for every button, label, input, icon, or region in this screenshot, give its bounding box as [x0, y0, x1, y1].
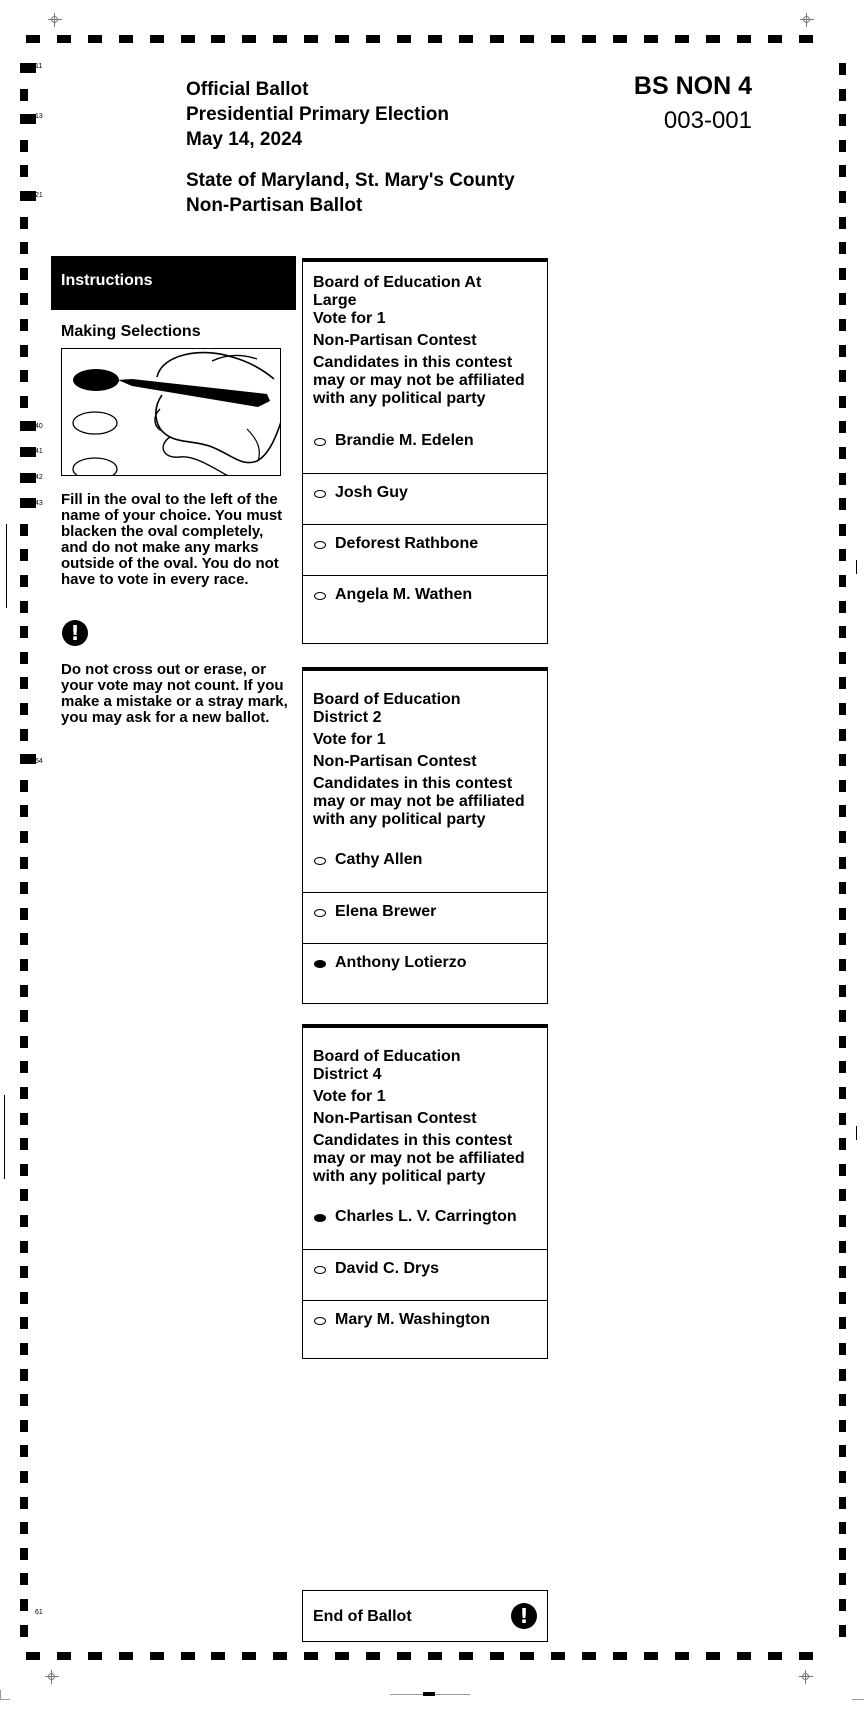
- timing-mark-top: [490, 35, 504, 43]
- timing-mark-top: [335, 35, 349, 43]
- timing-mark-left: [20, 1343, 28, 1355]
- timing-mark-right: [839, 1625, 846, 1637]
- row-number: 13: [35, 113, 43, 120]
- candidate-option[interactable]: [303, 1249, 547, 1300]
- selection-oval[interactable]: [314, 1266, 326, 1274]
- contest-board-education-district-4: [302, 1024, 548, 1359]
- timing-mark-left: [20, 857, 28, 869]
- timing-mark-left: [20, 908, 28, 920]
- timing-mark-right: [839, 933, 846, 945]
- selection-oval-filled[interactable]: [314, 960, 326, 968]
- timing-mark-left: [20, 1036, 28, 1048]
- candidate-name: Brandie M. Edelen: [335, 432, 474, 449]
- selection-oval[interactable]: [314, 541, 326, 549]
- timing-mark-left: [20, 1625, 28, 1637]
- bottom-center-mark: [423, 1692, 435, 1696]
- timing-mark-left: [20, 1164, 28, 1176]
- timing-mark-left: [20, 805, 28, 817]
- timing-mark-right: [839, 1394, 846, 1406]
- candidate-option[interactable]: [303, 575, 547, 626]
- timing-mark-left: [20, 1087, 28, 1099]
- election-name: Presidential Primary Election: [186, 104, 449, 125]
- row-number: 61: [35, 1609, 43, 1616]
- timing-mark-left: [20, 242, 28, 254]
- timing-mark-left: [20, 165, 28, 177]
- timing-mark-right: [839, 703, 846, 715]
- timing-mark-left: [20, 677, 28, 689]
- timing-mark-top: [242, 35, 256, 43]
- candidate-option[interactable]: [303, 841, 547, 892]
- row-number: 11: [35, 63, 43, 70]
- corner-tick: [852, 1699, 864, 1700]
- timing-mark-right: [839, 524, 846, 536]
- timing-mark-left: [20, 114, 36, 124]
- timing-mark-right: [839, 63, 846, 75]
- timing-mark-top: [582, 35, 596, 43]
- timing-mark-right: [839, 677, 846, 689]
- timing-mark-left: [20, 473, 36, 483]
- timing-mark-left: [20, 1573, 28, 1585]
- timing-mark-bottom: [366, 1652, 380, 1660]
- timing-mark-left: [20, 1189, 28, 1201]
- timing-mark-right: [839, 1369, 846, 1381]
- side-tick: [6, 524, 7, 608]
- ballot-jurisdiction: [186, 168, 515, 218]
- selection-oval[interactable]: [314, 592, 326, 600]
- timing-mark-bottom: [644, 1652, 658, 1660]
- timing-mark-bottom: [273, 1652, 287, 1660]
- timing-mark-right: [839, 447, 846, 459]
- timing-mark-bottom: [304, 1652, 318, 1660]
- timing-mark-bottom: [459, 1652, 473, 1660]
- timing-mark-left: [20, 293, 28, 305]
- timing-mark-top: [520, 35, 534, 43]
- row-number: 54: [35, 758, 43, 765]
- candidate-name: Elena Brewer: [335, 903, 437, 920]
- timing-mark-left: [20, 1061, 28, 1073]
- side-tick: [4, 1095, 5, 1179]
- timing-mark-right: [839, 1138, 846, 1150]
- timing-mark-left: [20, 1548, 28, 1560]
- candidate-option[interactable]: [303, 1198, 547, 1249]
- end-of-ballot-box: [302, 1590, 548, 1642]
- timing-mark-right: [839, 831, 846, 843]
- timing-mark-left: [20, 1317, 28, 1329]
- jurisdiction-name: State of Maryland, St. Mary's County: [186, 170, 515, 191]
- timing-mark-left: [20, 370, 28, 382]
- registration-mark-bottom-left: [45, 1670, 59, 1684]
- timing-mark-bottom: [181, 1652, 195, 1660]
- timing-mark-right: [839, 1215, 846, 1227]
- timing-mark-bottom: [335, 1652, 349, 1660]
- contest-title: District 2: [313, 709, 382, 726]
- timing-mark-left: [20, 498, 36, 508]
- timing-mark-right: [839, 985, 846, 997]
- row-number: 42: [35, 474, 43, 481]
- row-number: 41: [35, 448, 43, 455]
- timing-mark-right: [839, 882, 846, 894]
- timing-mark-right: [839, 268, 846, 280]
- timing-mark-left: [20, 1420, 28, 1432]
- timing-mark-right: [839, 1343, 846, 1355]
- timing-mark-bottom: [675, 1652, 689, 1660]
- timing-mark-bottom: [242, 1652, 256, 1660]
- timing-mark-right: [839, 652, 846, 664]
- timing-mark-right: [839, 191, 846, 203]
- timing-mark-left: [20, 1138, 28, 1150]
- timing-mark-top: [150, 35, 164, 43]
- timing-mark-bottom: [211, 1652, 225, 1660]
- timing-mark-top: [799, 35, 813, 43]
- timing-mark-left: [20, 319, 28, 331]
- candidate-option[interactable]: [303, 892, 547, 943]
- timing-mark-top: [737, 35, 751, 43]
- registration-mark-top-right: [800, 13, 814, 27]
- timing-mark-right: [839, 473, 846, 485]
- timing-mark-right: [839, 754, 846, 766]
- timing-mark-right: [839, 421, 846, 433]
- timing-mark-right: [839, 729, 846, 741]
- timing-mark-right: [839, 805, 846, 817]
- timing-mark-bottom: [490, 1652, 504, 1660]
- timing-mark-right: [839, 1010, 846, 1022]
- timing-mark-right: [839, 498, 846, 510]
- contest-header: [303, 671, 547, 839]
- timing-mark-right: [839, 1292, 846, 1304]
- contest-title: Board of Education: [313, 691, 461, 708]
- selection-oval[interactable]: [314, 490, 326, 498]
- candidate-name: Anthony Lotierzo: [335, 954, 467, 971]
- timing-mark-right: [839, 1061, 846, 1073]
- timing-mark-top: [88, 35, 102, 43]
- timing-mark-top: [273, 35, 287, 43]
- timing-mark-right: [839, 626, 846, 638]
- exclamation-icon: !: [62, 620, 88, 646]
- contest-type-label: Non-Partisan Contest: [313, 1110, 477, 1127]
- timing-mark-right: [839, 89, 846, 101]
- contest-board-education-at-large: [302, 258, 548, 644]
- timing-mark-right: [839, 1599, 846, 1611]
- timing-mark-left: [20, 217, 28, 229]
- timing-mark-right: [839, 114, 846, 126]
- timing-mark-top: [459, 35, 473, 43]
- contest-type-label: Non-Partisan Contest: [313, 332, 477, 349]
- timing-mark-bottom: [520, 1652, 534, 1660]
- timing-mark-right: [839, 1164, 846, 1176]
- timing-mark-right: [839, 601, 846, 613]
- timing-mark-right: [839, 1241, 846, 1253]
- timing-mark-bottom: [88, 1652, 102, 1660]
- contest-title: Board of Education: [313, 1048, 461, 1065]
- candidate-name: Mary M. Washington: [335, 1311, 490, 1328]
- candidate-name: David C. Drys: [335, 1260, 440, 1277]
- timing-mark-left: [20, 1215, 28, 1227]
- ballot-header: [186, 77, 449, 152]
- timing-mark-left: [20, 191, 36, 201]
- timing-mark-right: [839, 242, 846, 254]
- end-of-ballot-label: End of Ballot: [313, 1608, 412, 1625]
- fill-instructions: Fill in the oval to the left of the name of your choice. You must blacken the oval completely, and do not make any marks outside of the oval. You do not have to vote in every race.: [61, 491, 283, 588]
- timing-mark-top: [644, 35, 658, 43]
- timing-mark-right: [839, 345, 846, 357]
- timing-mark-left: [20, 729, 28, 741]
- timing-mark-bottom: [799, 1652, 813, 1660]
- contest-note: Candidates in this contest may or may not be affiliated with any political party: [313, 1132, 525, 1185]
- timing-mark-top: [57, 35, 71, 43]
- corner-tick: [0, 1699, 10, 1700]
- timing-mark-right: [839, 780, 846, 792]
- timing-mark-bottom: [26, 1652, 40, 1660]
- ballot-title: Official Ballot: [186, 79, 309, 100]
- selection-oval[interactable]: [314, 438, 326, 446]
- side-tick: [856, 1126, 857, 1140]
- contest-note: Candidates in this contest may or may not be affiliated with any political party: [313, 775, 525, 828]
- timing-mark-left: [20, 1241, 28, 1253]
- timing-mark-left: [20, 626, 28, 638]
- timing-mark-bottom: [551, 1652, 565, 1660]
- marking-illustration: [61, 348, 281, 476]
- timing-mark-right: [839, 396, 846, 408]
- vote-for-label: Vote for 1: [313, 1088, 386, 1105]
- instructions-subheading: Making Selections: [61, 323, 201, 340]
- timing-mark-left: [20, 63, 36, 73]
- vote-for-label: Vote for 1: [313, 731, 386, 748]
- timing-mark-top: [26, 35, 40, 43]
- timing-mark-right: [839, 857, 846, 869]
- timing-mark-top: [768, 35, 782, 43]
- row-number: 21: [35, 192, 43, 199]
- timing-mark-left: [20, 268, 28, 280]
- timing-mark-right: [839, 1471, 846, 1483]
- timing-mark-bottom: [119, 1652, 133, 1660]
- timing-mark-top: [119, 35, 133, 43]
- timing-mark-right: [839, 959, 846, 971]
- timing-mark-left: [20, 1522, 28, 1534]
- timing-mark-left: [20, 1394, 28, 1406]
- timing-mark-top: [428, 35, 442, 43]
- timing-mark-right: [839, 1420, 846, 1432]
- registration-mark-bottom-right: [799, 1670, 813, 1684]
- timing-mark-right: [839, 1497, 846, 1509]
- timing-mark-right: [839, 908, 846, 920]
- selection-oval-filled[interactable]: [314, 1214, 326, 1222]
- timing-mark-top: [397, 35, 411, 43]
- timing-mark-left: [20, 780, 28, 792]
- timing-mark-left: [20, 396, 28, 408]
- timing-mark-right: [839, 1522, 846, 1534]
- timing-mark-left: [20, 959, 28, 971]
- timing-mark-left: [20, 1113, 28, 1125]
- candidate-option[interactable]: [303, 943, 547, 994]
- timing-mark-left: [20, 601, 28, 613]
- contest-title: District 4: [313, 1066, 382, 1083]
- registration-mark-top-left: [48, 13, 62, 27]
- timing-mark-left: [20, 447, 36, 457]
- timing-mark-right: [839, 140, 846, 152]
- hand-marking-oval-icon: [62, 349, 281, 476]
- timing-mark-right: [839, 370, 846, 382]
- timing-mark-left: [20, 575, 28, 587]
- timing-mark-top: [551, 35, 565, 43]
- timing-mark-left: [20, 1497, 28, 1509]
- timing-mark-right: [839, 1036, 846, 1048]
- timing-mark-left: [20, 933, 28, 945]
- timing-mark-left: [20, 703, 28, 715]
- side-tick: [856, 560, 857, 574]
- timing-mark-right: [839, 293, 846, 305]
- timing-mark-left: [20, 831, 28, 843]
- timing-mark-right: [839, 1573, 846, 1585]
- timing-mark-right: [839, 1548, 846, 1560]
- timing-mark-bottom: [613, 1652, 627, 1660]
- selection-oval[interactable]: [314, 1317, 326, 1325]
- ballot-style-code: BS NON 4: [633, 72, 752, 100]
- timing-mark-right: [839, 1317, 846, 1329]
- timing-mark-top: [366, 35, 380, 43]
- timing-mark-left: [20, 89, 28, 101]
- candidate-name: Josh Guy: [335, 484, 408, 501]
- timing-mark-left: [20, 1292, 28, 1304]
- timing-mark-left: [20, 1266, 28, 1278]
- timing-mark-bottom: [397, 1652, 411, 1660]
- ballot-type: Non-Partisan Ballot: [186, 195, 363, 216]
- timing-mark-bottom: [57, 1652, 71, 1660]
- timing-mark-left: [20, 985, 28, 997]
- timing-mark-top: [304, 35, 318, 43]
- candidate-option[interactable]: [303, 473, 547, 524]
- instructions-heading: Instructions: [51, 256, 296, 310]
- row-number: 43: [35, 500, 43, 507]
- election-date: May 14, 2024: [186, 129, 303, 150]
- timing-mark-bottom: [706, 1652, 720, 1660]
- timing-mark-right: [839, 217, 846, 229]
- timing-mark-top: [181, 35, 195, 43]
- contest-board-education-district-2: [302, 667, 548, 1004]
- timing-mark-right: [839, 1087, 846, 1099]
- timing-mark-left: [20, 140, 28, 152]
- contest-header: [303, 262, 547, 418]
- timing-mark-left: [20, 524, 28, 536]
- timing-mark-left: [20, 1445, 28, 1457]
- timing-mark-top: [613, 35, 627, 43]
- timing-mark-right: [839, 165, 846, 177]
- row-number: 40: [35, 423, 43, 430]
- candidate-option[interactable]: [303, 422, 547, 473]
- candidate-name: Cathy Allen: [335, 851, 423, 868]
- contest-header: [303, 1028, 547, 1196]
- timing-mark-right: [839, 1189, 846, 1201]
- timing-mark-top: [675, 35, 689, 43]
- timing-mark-right: [839, 1266, 846, 1278]
- selection-oval[interactable]: [314, 857, 326, 865]
- timing-mark-left: [20, 549, 28, 561]
- candidate-name: Charles L. V. Carrington: [335, 1208, 517, 1225]
- timing-mark-bottom: [150, 1652, 164, 1660]
- timing-mark-left: [20, 1471, 28, 1483]
- candidate-option[interactable]: [303, 524, 547, 575]
- timing-mark-right: [839, 549, 846, 561]
- timing-mark-right: [839, 575, 846, 587]
- timing-mark-left: [20, 754, 36, 764]
- contest-title: Large: [313, 292, 357, 309]
- timing-mark-bottom: [768, 1652, 782, 1660]
- timing-mark-left: [20, 652, 28, 664]
- timing-mark-left: [20, 1010, 28, 1022]
- timing-mark-bottom: [737, 1652, 751, 1660]
- warning-instructions: Do not cross out or erase, or your vote may not count. If you make a mistake or a stray mark, you may ask for a new ballot.: [61, 661, 288, 726]
- contest-type-label: Non-Partisan Contest: [313, 753, 477, 770]
- contest-title: Board of Education At: [313, 274, 482, 291]
- timing-mark-right: [839, 319, 846, 331]
- timing-mark-bottom: [582, 1652, 596, 1660]
- contest-note: Candidates in this contest may or may not be affiliated with any political party: [313, 354, 525, 407]
- timing-mark-left: [20, 1369, 28, 1381]
- timing-mark-top: [706, 35, 720, 43]
- timing-mark-top: [211, 35, 225, 43]
- candidate-name: Deforest Rathbone: [335, 535, 479, 552]
- timing-mark-left: [20, 1599, 28, 1611]
- timing-mark-right: [839, 1113, 846, 1125]
- timing-mark-right: [839, 1445, 846, 1457]
- candidate-option[interactable]: [303, 1300, 547, 1351]
- timing-mark-left: [20, 421, 36, 431]
- timing-mark-left: [20, 345, 28, 357]
- candidate-name: Angela M. Wathen: [335, 586, 473, 603]
- vote-for-label: Vote for 1: [313, 310, 386, 327]
- timing-mark-left: [20, 882, 28, 894]
- timing-mark-bottom: [428, 1652, 442, 1660]
- selection-oval[interactable]: [314, 909, 326, 917]
- exclamation-icon: !: [511, 1603, 537, 1629]
- precinct-code: 003-001: [663, 107, 752, 134]
